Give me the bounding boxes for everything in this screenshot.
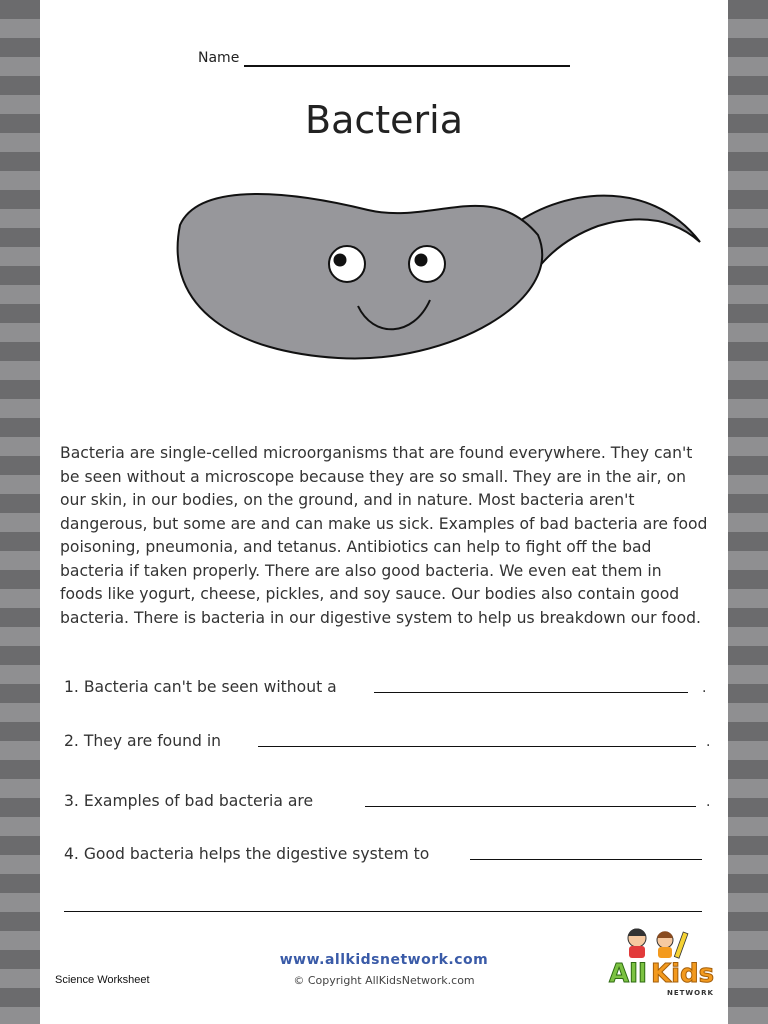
kid-hair-left xyxy=(628,929,646,937)
footer-url[interactable]: www.allkidsnetwork.com xyxy=(279,952,489,968)
question-2-period: . xyxy=(706,734,711,750)
name-label: Name xyxy=(198,50,240,66)
bacteria-illustration xyxy=(168,180,708,365)
question-4-label: 4. Good bacteria helps the digestive system to xyxy=(64,845,430,863)
question-3-label: 3. Examples of bad bacteria are xyxy=(64,792,314,810)
question-4-continuation-line[interactable] xyxy=(64,911,702,912)
right-pupil xyxy=(415,254,428,267)
footer-worksheet-label: Science Worksheet xyxy=(55,974,150,986)
kid-hair-right xyxy=(657,931,673,938)
left-eye xyxy=(329,246,365,282)
kid-body-left xyxy=(629,946,645,958)
question-1-label: 1. Bacteria can't be seen without a xyxy=(64,678,337,696)
allkids-logo xyxy=(607,924,719,1000)
logo-word-all: All xyxy=(609,959,647,989)
page-title: Bacteria xyxy=(305,98,463,142)
question-3-answer-line[interactable] xyxy=(365,806,696,807)
question-2-label: 2. They are found in xyxy=(64,732,222,750)
left-pupil xyxy=(334,254,347,267)
logo-subtitle: NETWORK xyxy=(667,989,714,997)
name-field-line[interactable] xyxy=(244,65,570,67)
question-1-period: . xyxy=(702,680,707,696)
question-1-answer-line[interactable] xyxy=(374,692,688,693)
kid-body-right xyxy=(658,947,672,958)
logo-word-kids: Kids xyxy=(651,959,715,989)
worksheet-page xyxy=(40,0,728,1024)
pencil xyxy=(674,932,688,958)
right-eye xyxy=(409,246,445,282)
question-4-answer-line[interactable] xyxy=(470,859,702,860)
question-2-answer-line[interactable] xyxy=(258,746,696,747)
footer-copyright: © Copyright AllKidsNetwork.com xyxy=(293,974,475,987)
passage-text: Bacteria are single-celled microorganisms that are found everywhere. They can't be seen without a microscope because they are so small. They are in the air, on our skin, in our bodies, on the ground, and in nature. Most bacteria aren't dangerous, but some are and can make us sick. Examples of bad bacteria are food poisoning, pneumonia, and tetanus. Antibiotics can help to fight off the bad bacteria if taken properly. There are also good bacteria. We even eat them in foods like yogurt, cheese, pickles, and soy sauce. Our bodies also contain good bacteria. There is bacteria in our digestive system to help us breakdown our food. xyxy=(60,444,708,627)
question-3-period: . xyxy=(706,794,711,810)
